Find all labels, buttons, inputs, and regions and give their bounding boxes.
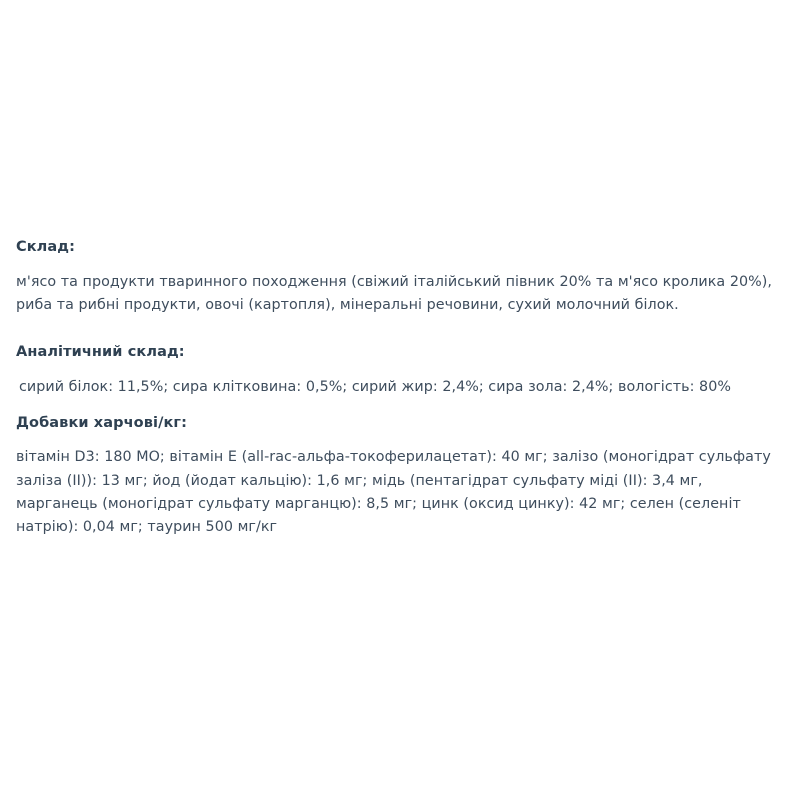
- additives-heading: Добавки харчові/кг:: [16, 414, 188, 431]
- spacer-one: [16, 317, 788, 343]
- document-content: [16, 238, 788, 540]
- additives-text: вітамін D3: 180 МО; вітамін Е (all-rac-альфа-токоферилацетат): 40 мг; залізо (моногідрат сульфату заліза (II)): 13 мг; йод (йодат кальцію): 1,6 мг; мідь (пентагідрат сульфату міді (II): 3,4 мг, марганець (моногідрат сульфату марганцю): 8,5 мг; цинк (оксид цинку): 42 мг; селен (селеніт натрію): 0,04 мг; таурин 500 мг/кг: [16, 449, 771, 536]
- composition-heading: Склад:: [16, 239, 75, 255]
- composition-text: м'ясо та продукти тваринного походження (свіжий італійський півник 20% та м'ясо кролика 20%), риба та рибні продукти, овочі (картопля), мінеральні речовини, сухий молочний білок.: [16, 273, 772, 314]
- section-composition: [16, 238, 788, 317]
- analytical-heading: Аналітичний склад:: [16, 344, 185, 361]
- section-analytical: [16, 343, 788, 399]
- section-additives: [16, 414, 788, 540]
- analytical-text: сирий білок: 11,5%; сира клітковина: 0,5%; сирий жир: 2,4%; сира зола: 2,4%; вологість: 80%: [19, 379, 731, 396]
- spacer-two: [16, 400, 788, 414]
